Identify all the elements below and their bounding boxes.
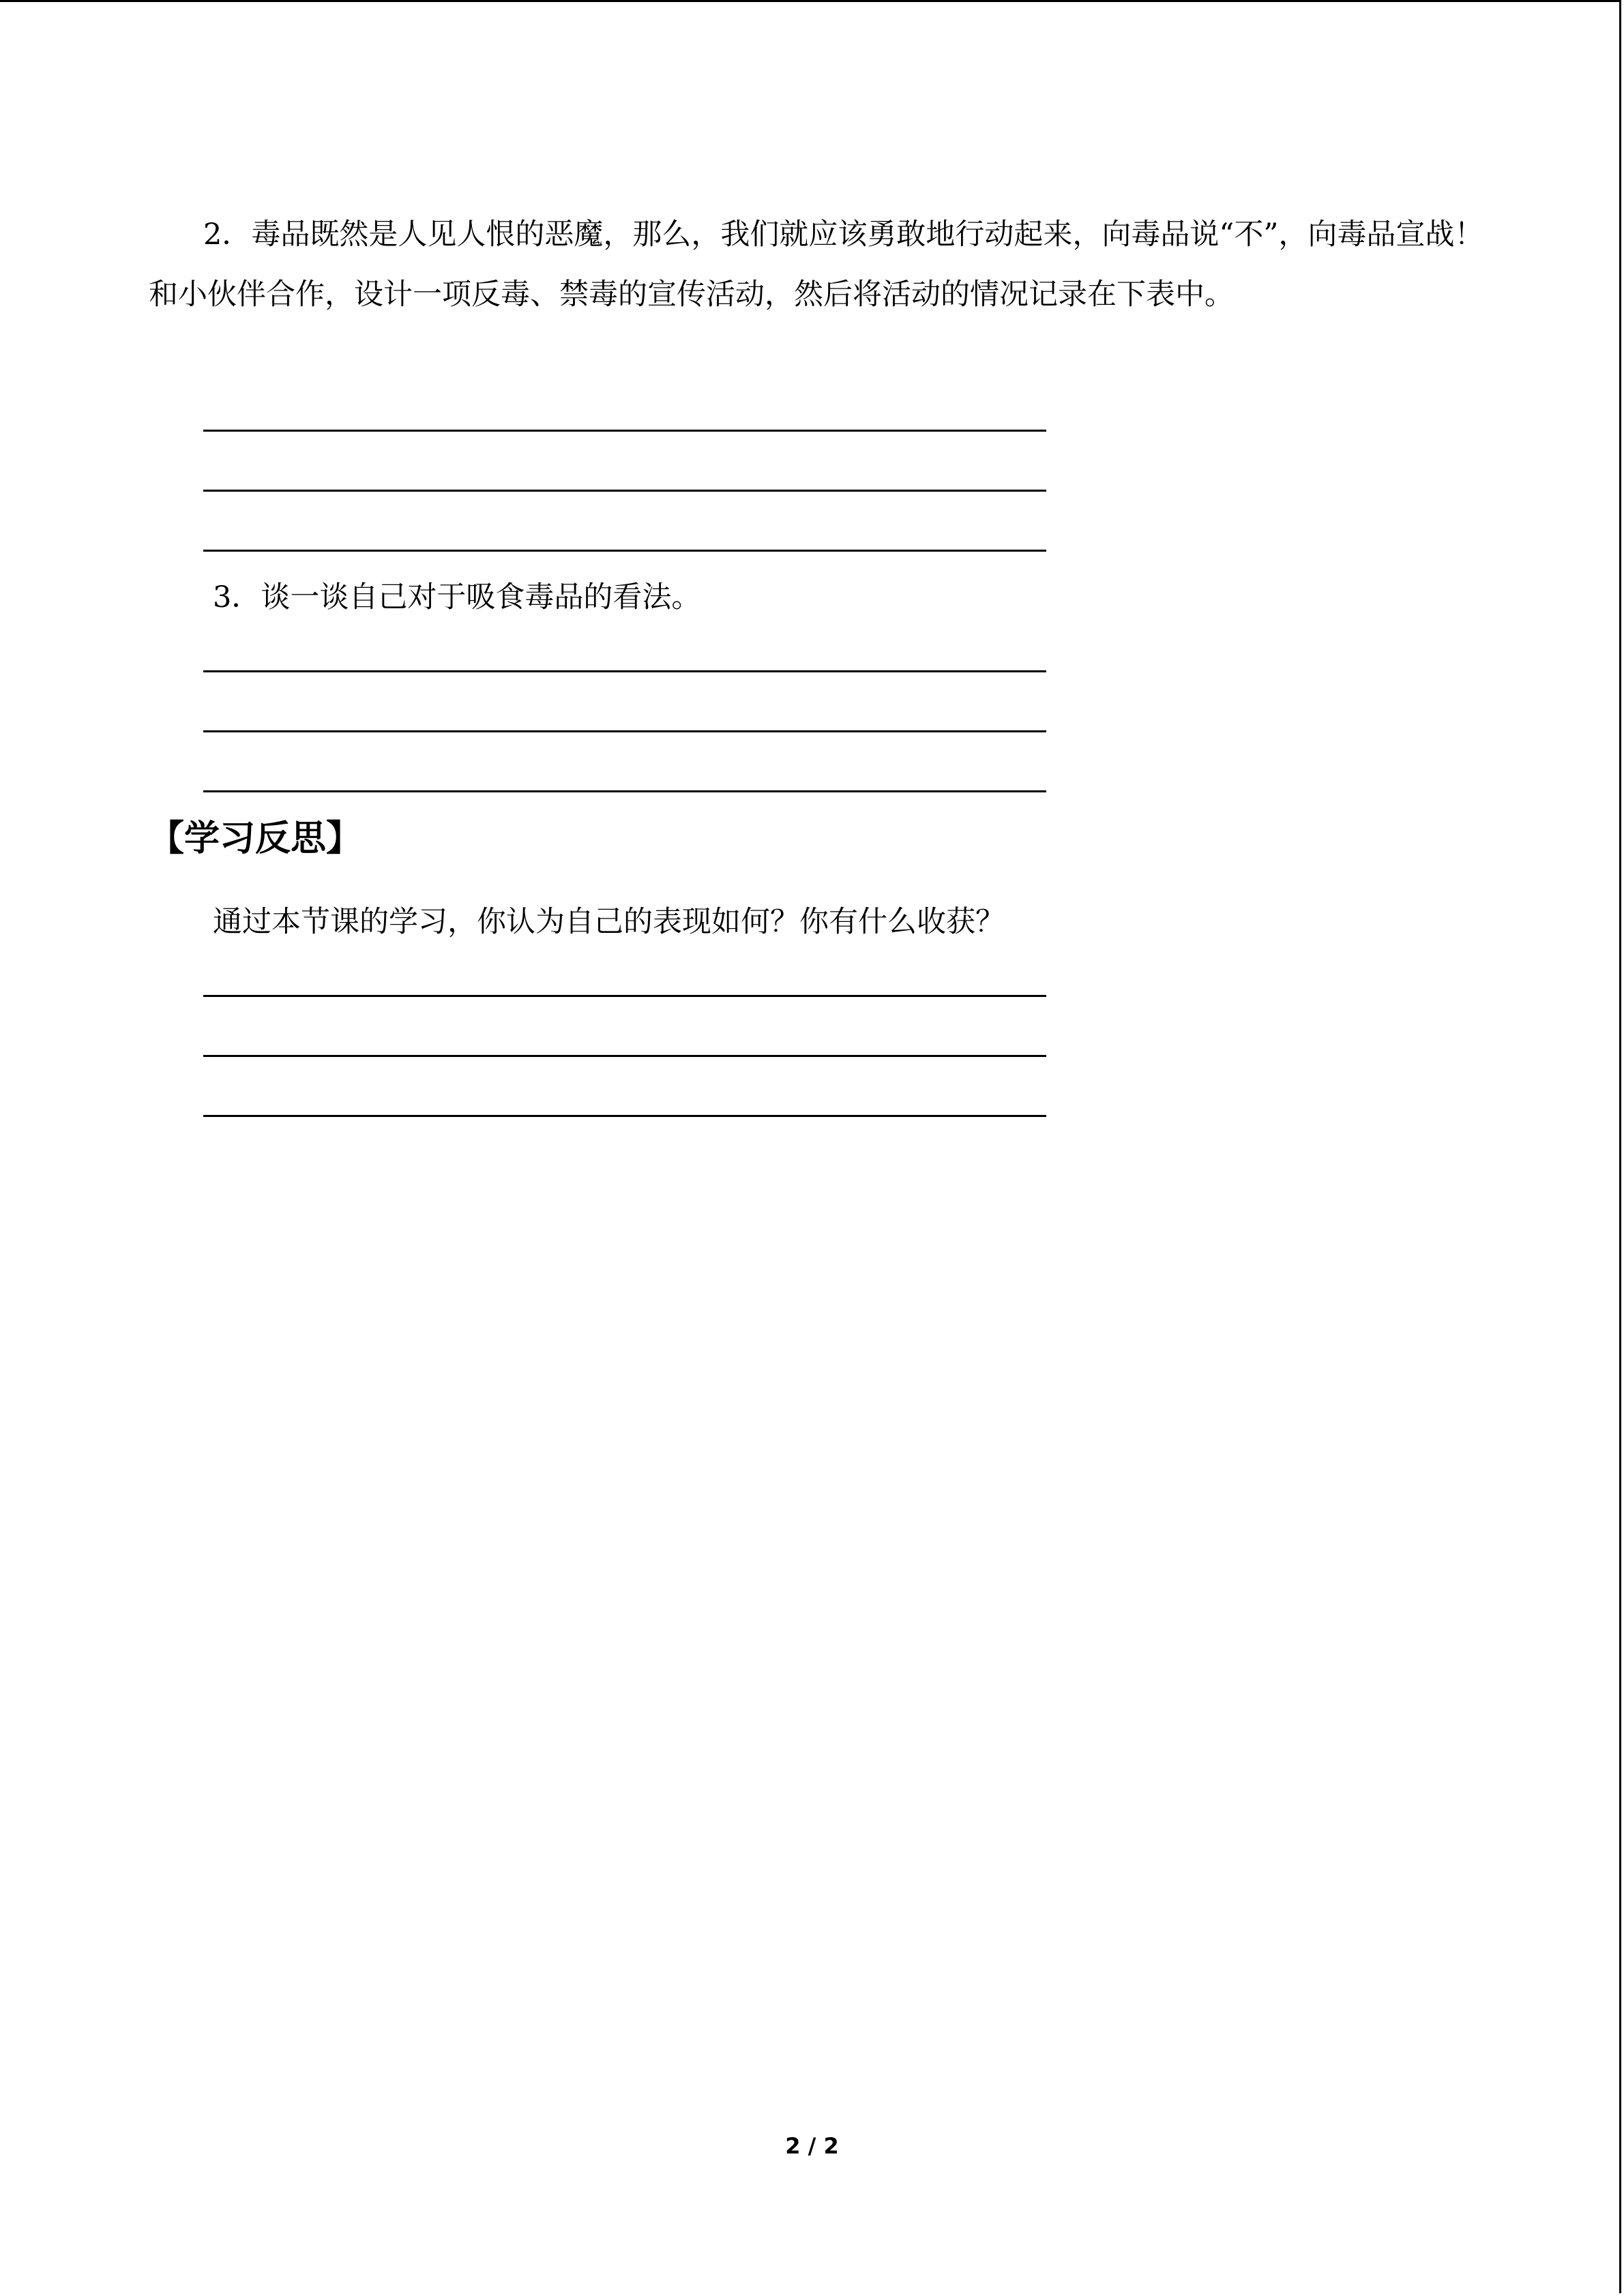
answer-line-reflection-3[interactable] xyxy=(203,1115,1046,1117)
answer-line-q2-1[interactable] xyxy=(203,430,1046,432)
question-2-text xyxy=(149,205,1486,325)
question-2-body: 2．毒品既然是人见人恨的恶魔，那么，我们就应该勇敢地行动起来，向毒品说“不”，向毒品宣战！和小伙伴合作，设计一项反毒、禁毒的宣传活动，然后将活动的情况记录在下表中。 xyxy=(149,218,1484,312)
answer-line-q2-2[interactable] xyxy=(203,490,1046,492)
reflection-prompt: 通过本节课的学习，你认为自己的表现如何？你有什么收获？ xyxy=(213,905,1005,939)
answer-line-q2-3[interactable] xyxy=(203,550,1046,552)
answer-line-q3-2[interactable] xyxy=(203,730,1046,732)
question-3-text: 3．谈一谈自己对于吸食毒品的看法。 xyxy=(213,580,701,614)
page-number: 2 / 2 xyxy=(785,2133,839,2159)
answer-line-reflection-2[interactable] xyxy=(203,1055,1046,1057)
answer-line-reflection-1[interactable] xyxy=(203,995,1046,997)
answer-line-q3-3[interactable] xyxy=(203,790,1046,792)
answer-line-q3-1[interactable] xyxy=(203,670,1046,672)
reflection-heading: 【学习反思】 xyxy=(149,818,362,859)
